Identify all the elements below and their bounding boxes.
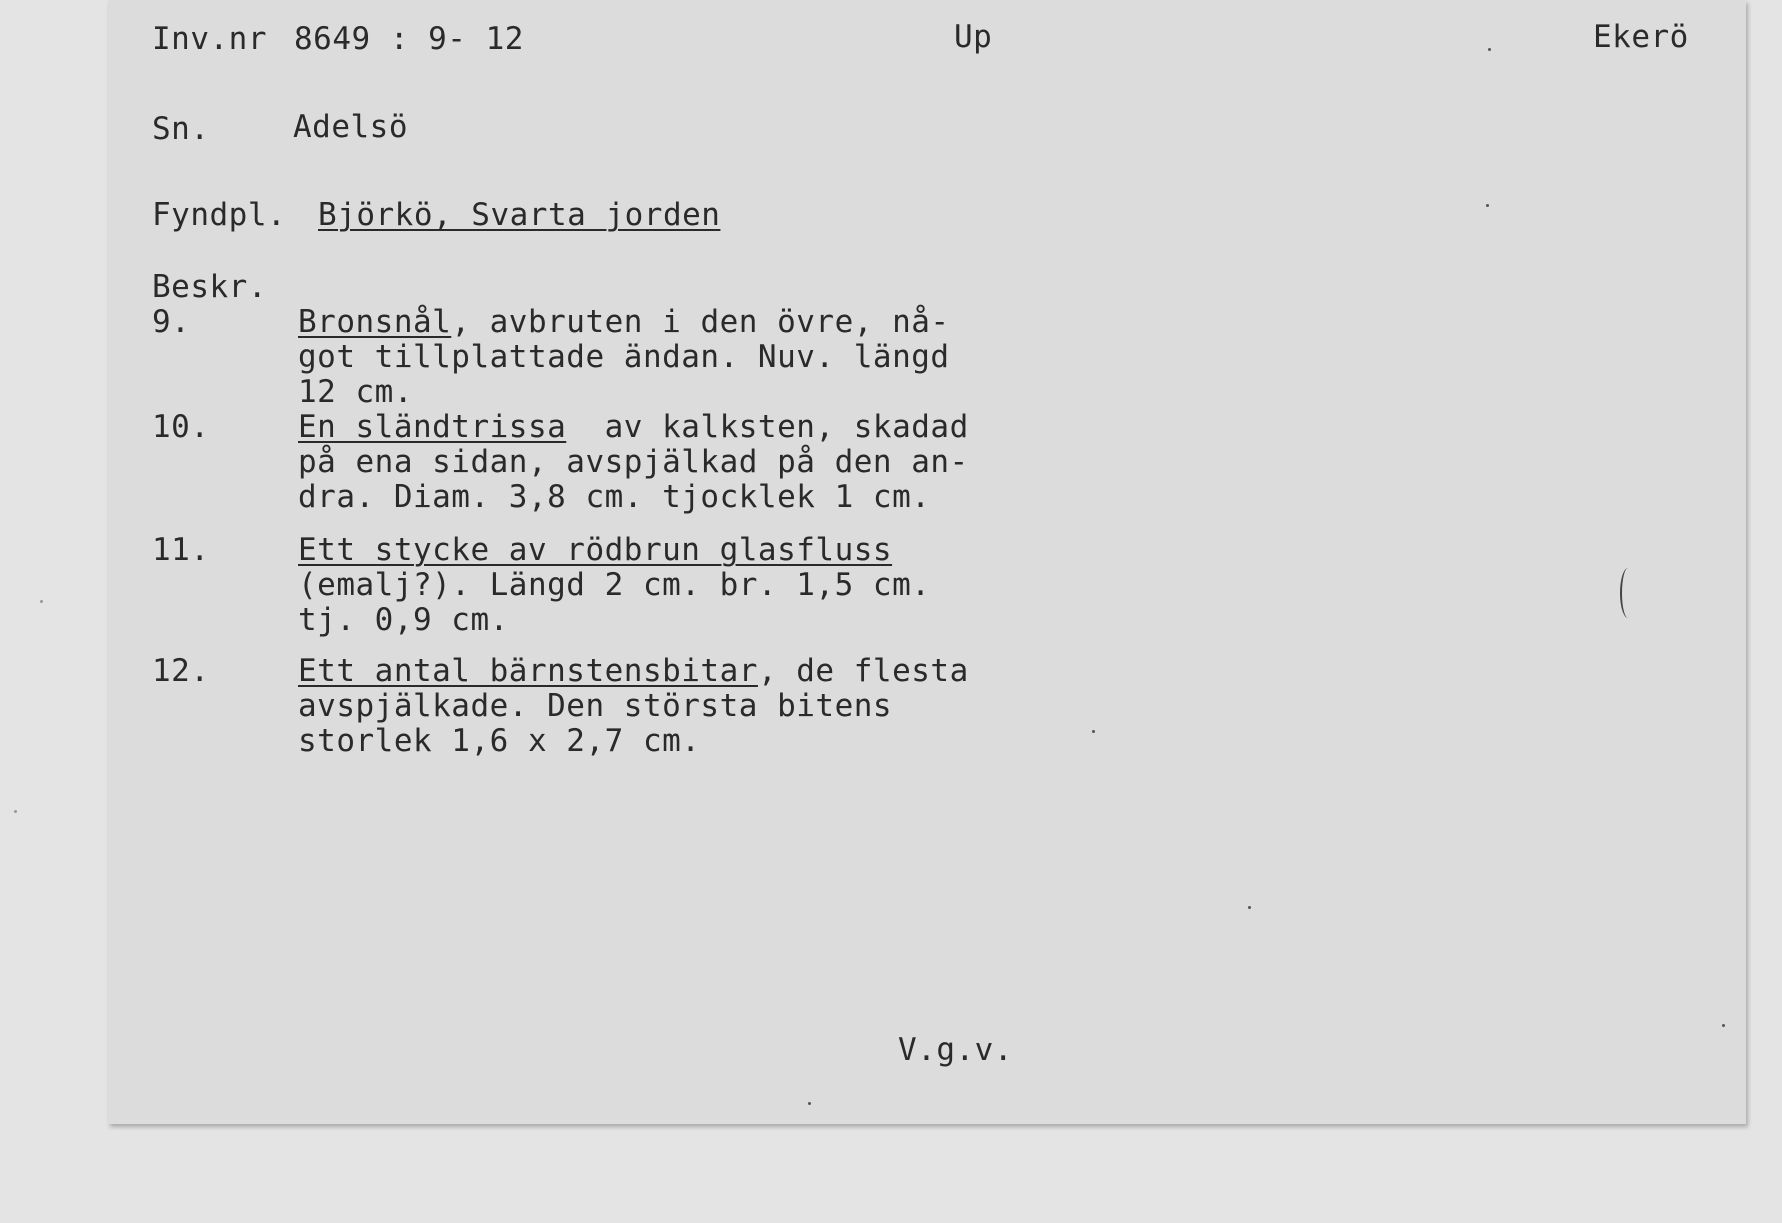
- item-number: 10.: [152, 409, 210, 445]
- item-line: på ena sidan, avspjälkad på den an-: [298, 444, 969, 480]
- inventory-label: Inv.nr: [152, 21, 267, 57]
- item-line: Bronsnål, avbruten i den övre, nå-: [298, 304, 950, 340]
- parish-name: Adelsö: [293, 109, 408, 145]
- dust-speck: [1488, 48, 1491, 51]
- district-name: Ekerö: [1593, 19, 1689, 55]
- pen-mark: [1620, 568, 1636, 618]
- footer-note: V.g.v.: [898, 1032, 1013, 1068]
- findspot-value: Björkö, Svarta jorden: [318, 197, 721, 233]
- findspot-label: Fyndpl.: [152, 197, 287, 233]
- catalog-card: [108, 0, 1746, 1124]
- item-line: got tillplattade ändan. Nuv. längd: [298, 339, 950, 375]
- dust-speck: [1248, 906, 1251, 909]
- inventory-number: 8649 : 9- 12: [294, 21, 524, 57]
- dust-speck: [808, 1102, 811, 1105]
- parish-label: Sn.: [152, 111, 210, 147]
- dust-speck: [1722, 1024, 1725, 1027]
- dust-speck: [1486, 204, 1489, 207]
- item-line: Ett stycke av rödbrun glasfluss: [298, 532, 893, 568]
- item-line: (emalj?). Längd 2 cm. br. 1,5 cm.: [298, 567, 931, 603]
- item-line: avspjälkade. Den största bitens: [298, 688, 893, 724]
- province-code: Up: [954, 19, 993, 55]
- item-line: dra. Diam. 3,8 cm. tjocklek 1 cm.: [298, 479, 931, 515]
- item-line: storlek 1,6 x 2,7 cm.: [298, 723, 701, 759]
- item-number: 12.: [152, 653, 210, 689]
- item-line: tj. 0,9 cm.: [298, 602, 509, 638]
- item-line: En sländtrissa av kalksten, skadad: [298, 409, 969, 445]
- item-line: 12 cm.: [298, 374, 413, 410]
- item-number: 9.: [152, 304, 191, 340]
- item-number: 11.: [152, 532, 210, 568]
- item-line: Ett antal bärnstensbitar, de flesta: [298, 653, 969, 689]
- dust-speck: [14, 810, 17, 813]
- dust-speck: [1092, 730, 1095, 733]
- description-label: Beskr.: [152, 269, 267, 305]
- dust-speck: [40, 600, 43, 603]
